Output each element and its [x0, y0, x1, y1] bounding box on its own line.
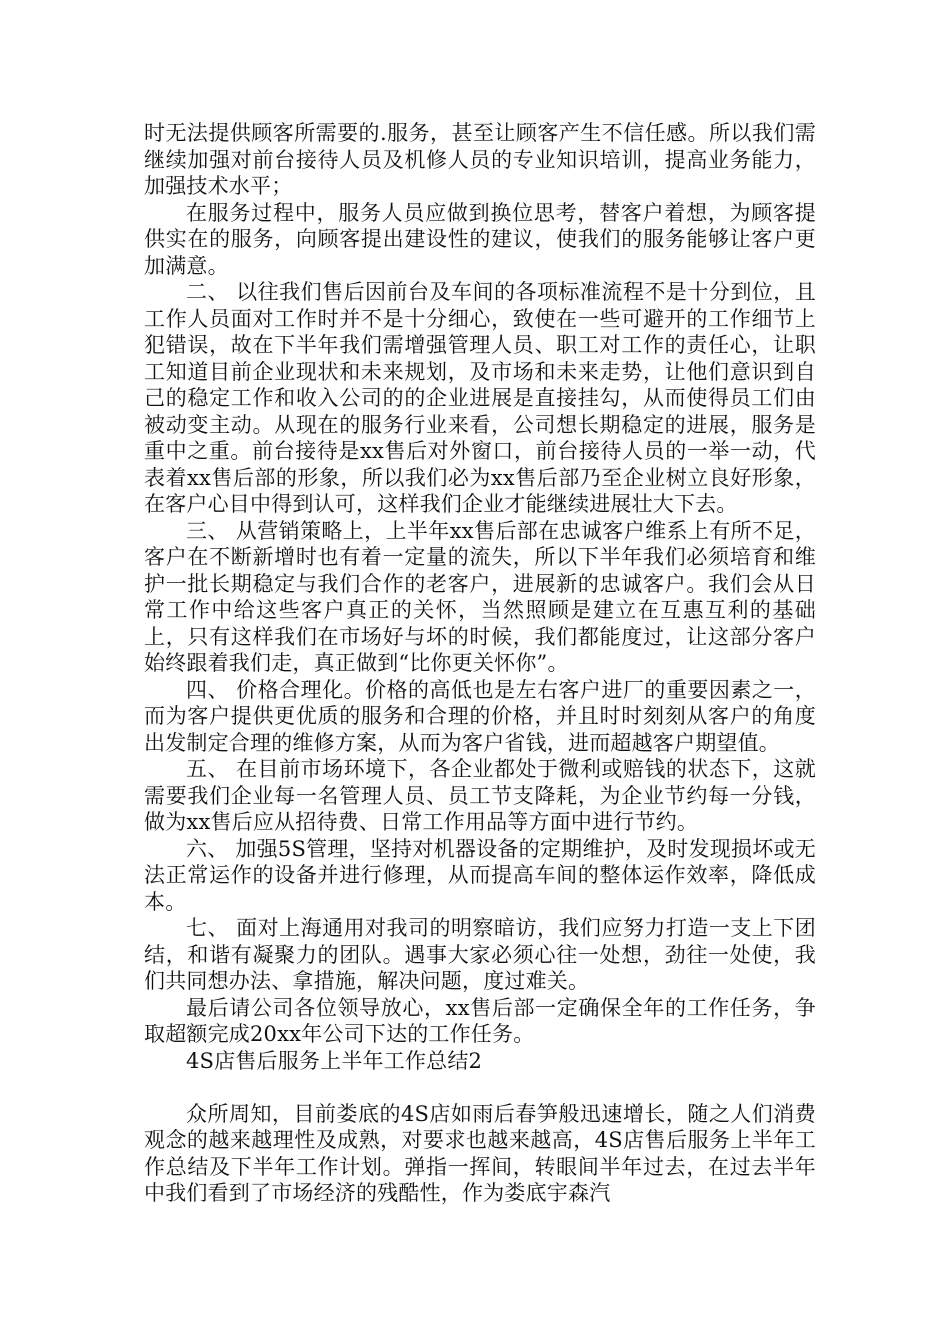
paragraph-closing: 最后请公司各位领导放心，xx售后部一定确保全年的工作任务，争取超额完成20xx年公司下达的工作任务。 — [144, 995, 816, 1046]
paragraph-point-two: 二、 以往我们售后因前台及车间的各项标准流程不是十分到位，且工作人员面对工作时并不是十分细心，致使在一些可避开的工作细节上犯错误，故在下半年我们需增强管理人员、职工对工作的责任心，让职工知道目前企业现状和未来规划，及市场和未来走势，让他们意识到自己的稳定工作和收入公司的的企业进展是直接挂勾，从而使得员工们由被动变主动。从现在的服务行业来看，公司想长期稳定的进展，服务是重中之重。前台接待是xx售后对外窗口，前台接待人员的一举一动，代表着xx售后部的形象，所以我们必为xx售后部乃至企业树立良好形象，在客户心目中得到认可，这样我们企业才能继续进展壮大下去。 — [144, 280, 816, 516]
paragraph-continuation: 时无法提供顾客所需要的.服务，甚至让顾客产生不信任感。所以我们需继续加强对前台接待人员及机修人员的专业知识培训，提高业务能力，加强技术水平； — [144, 121, 816, 198]
paragraph-point-six: 六、 加强5S管理，坚持对机器设备的定期维护，及时发现损坏或无法正常运作的设备并进行修理，从而提高车间的整体运作效率，降低成本。 — [144, 836, 816, 914]
document-body — [144, 120, 816, 1207]
paragraph-point-three: 三、 从营销策略上，上半年xx售后部在忠诚客户维系上有所不足，客户在不断新增时也有着一定量的流失，所以下半年我们必须培育和维护一批长期稳定与我们合作的老客户，进展新的忠诚客户。我们会从日常工作中给这些客户真正的关怀，当然照顾是建立在互惠互利的基础上，只有这样我们在市场好与坏的时候，我们都能度过，让这部分客户始终跟着我们走，真正做到“比你更关怀你”。 — [144, 518, 816, 675]
paragraph-intro-section-two: 众所周知，目前娄底的4S店如雨后春笋般迅速增长，随之人们消费观念的越来越理性及成熟，对要求也越来越高，4S店售后服务上半年工作总结及下半年工作计划。弹指一挥间，转眼间半年过去，在过去半年中我们看到了市场经济的残酷性，作为娄底宇森汽 — [144, 1101, 816, 1205]
paragraph-service-process: 在服务过程中，服务人员应做到换位思考，替客户着想，为顾客提供实在的服务，向顾客提出建设性的建议，使我们的服务能够让客户更加满意。 — [144, 200, 816, 278]
paragraph-point-seven: 七、 面对上海通用对我司的明察暗访，我们应努力打造一支上下团结，和谐有凝聚力的团队。遇事大家必须心往一处想，劲往一处使，我们共同想办法、拿措施，解决问题，度过难关。 — [144, 916, 816, 993]
paragraph-point-five: 五、 在目前市场环境下，各企业都处于微利或赔钱的状态下，这就需要我们企业每一名管理人员、员工节支降耗，为企业节约每一分钱，做为xx售后应从招待费、日常工作用品等方面中进行节约。 — [144, 757, 816, 834]
paragraph-point-four: 四、 价格合理化。价格的高低也是左右客户进厂的重要因素之一，而为客户提供更优质的服务和合理的价格，并且时时刻刻从客户的角度出发制定合理的维修方案，从而为客户省钱，进而超越客户期望值。 — [144, 677, 816, 755]
section-title: 4S店售后服务上半年工作总结2 — [186, 1048, 483, 1073]
